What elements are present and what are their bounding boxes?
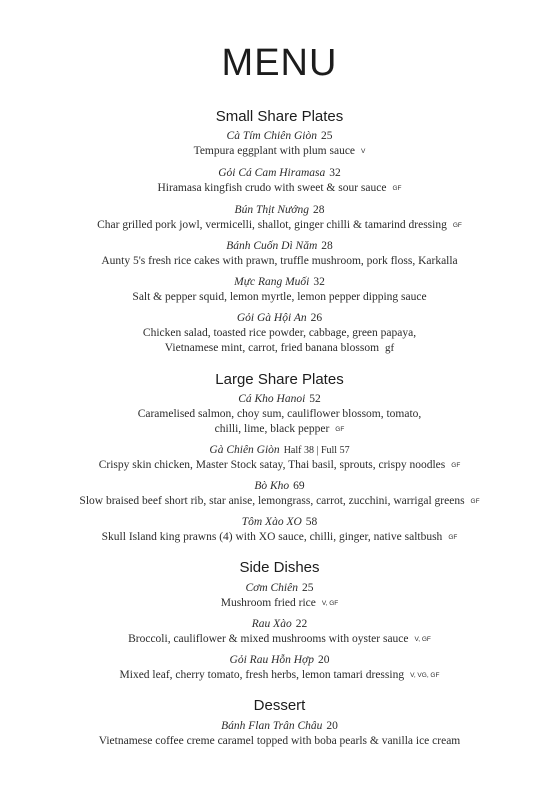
item-name: Cà Tím Chiên Giòn <box>226 130 317 142</box>
menu-title: MENU <box>221 42 338 84</box>
item-name: Cá Kho Hanoi <box>238 393 306 405</box>
item-description: Slow braised beef short rib, star anise, lemongrass, carrot, zucchini, warrigal greens <box>79 495 465 507</box>
item-description: Vietnamese coffee creme caramel topped with boba pearls & vanilla ice cream <box>98 735 461 747</box>
item-description: Mixed leaf, cherry tomato, fresh herbs, lemon tamari dressing <box>119 669 405 681</box>
item-description: Skull Island king prawns (4) with XO sauce, chilli, ginger, native saltbush <box>101 531 443 543</box>
item-price: 26 <box>310 312 323 324</box>
item-description: Caramelised salmon, choy sum, cauliflower blossom, tomato, <box>137 408 422 420</box>
menu-item <box>0 581 559 611</box>
menu-item <box>0 129 559 159</box>
item-description: Char grilled pork jowl, vermicelli, shallot, ginger chilli & tamarind dressing <box>97 219 447 231</box>
item-price: 58 <box>305 516 318 528</box>
item-description: Chicken salad, toasted rice powder, cabbage, green papaya, <box>142 327 417 339</box>
dietary-tag: V, VG, GF <box>410 672 440 679</box>
item-description-line-2: Vietnamese mint, carrot, fried banana blossom <box>164 342 380 354</box>
item-price: 28 <box>312 204 325 216</box>
dietary-tag: gf <box>385 342 395 354</box>
item-price: 22 <box>295 618 308 630</box>
menu-item <box>0 239 559 269</box>
menu-item <box>0 479 559 509</box>
dietary-tag: V, GF <box>321 600 339 607</box>
dietary-tag: GF <box>448 534 458 541</box>
dietary-tag: V <box>361 148 366 155</box>
menu-item <box>0 719 559 749</box>
item-name: Gà Chiên Giòn <box>209 444 280 456</box>
item-price: 25 <box>320 130 333 142</box>
item-description: Aunty 5's fresh rice cakes with prawn, truffle mushroom, pork floss, Karkalla <box>101 255 458 267</box>
item-description: Tempura eggplant with plum sauce <box>193 145 356 157</box>
item-description: Broccoli, cauliflower & mixed mushrooms with oyster sauce <box>128 633 409 645</box>
dietary-tag: GF <box>452 222 462 229</box>
item-name: Bún Thịt Nướng <box>234 204 309 216</box>
item-name: Gỏi Rau Hỗn Hợp <box>229 654 314 666</box>
item-name: Bò Kho <box>254 480 290 492</box>
section-title-small-share-plates: Small Share Plates <box>215 108 344 125</box>
item-price: 52 <box>309 393 321 405</box>
item-price: Half 38 | Full 57 <box>283 445 350 456</box>
menu-item <box>0 515 559 545</box>
dietary-tag: GF <box>335 426 345 433</box>
item-price: 32 <box>313 276 325 288</box>
section-title-dessert: Dessert <box>253 697 306 714</box>
item-name: Gỏi Gà Hội An <box>236 312 307 324</box>
menu-item <box>0 275 559 305</box>
menu-item <box>0 166 559 196</box>
item-description: Mushroom fried rice <box>220 597 316 609</box>
item-description: Crispy skin chicken, Master Stock satay, Thai basil, sprouts, crispy noodles <box>98 459 446 471</box>
item-description: Salt & pepper squid, lemon myrtle, lemon pepper dipping sauce <box>132 291 427 303</box>
dietary-tag: GF <box>392 185 402 192</box>
item-price: 20 <box>326 720 338 732</box>
menu-item <box>0 203 559 233</box>
item-name: Bánh Flan Trân Châu <box>221 720 323 732</box>
menu-item <box>0 653 559 683</box>
item-name: Gỏi Cá Cam Hiramasa <box>218 167 326 179</box>
section-title-large-share-plates: Large Share Plates <box>215 371 344 388</box>
item-name: Bánh Cuốn Dì Năm <box>226 240 318 252</box>
item-price: 28 <box>321 240 333 252</box>
item-name: Cơm Chiên <box>245 582 298 594</box>
item-name: Mực Rang Muối <box>234 276 310 288</box>
item-price: 20 <box>317 654 330 666</box>
item-price: 32 <box>329 167 341 179</box>
item-price: 69 <box>293 480 305 492</box>
dietary-tag: V, GF <box>414 636 431 643</box>
menu-item <box>0 392 559 437</box>
item-name: Tôm Xào XO <box>241 516 302 528</box>
item-price: 25 <box>301 582 314 594</box>
menu-item <box>0 311 559 356</box>
item-description: Hiramasa kingfish crudo with sweet & sour sauce <box>157 182 387 194</box>
item-name: Rau Xào <box>251 618 292 630</box>
menu-item <box>0 443 559 473</box>
section-title-side-dishes: Side Dishes <box>239 559 320 576</box>
menu-item <box>0 617 559 647</box>
dietary-tag: GF <box>470 498 480 505</box>
dietary-tag: GF <box>451 462 461 469</box>
item-description-line-2: chilli, lime, black pepper <box>214 423 330 435</box>
